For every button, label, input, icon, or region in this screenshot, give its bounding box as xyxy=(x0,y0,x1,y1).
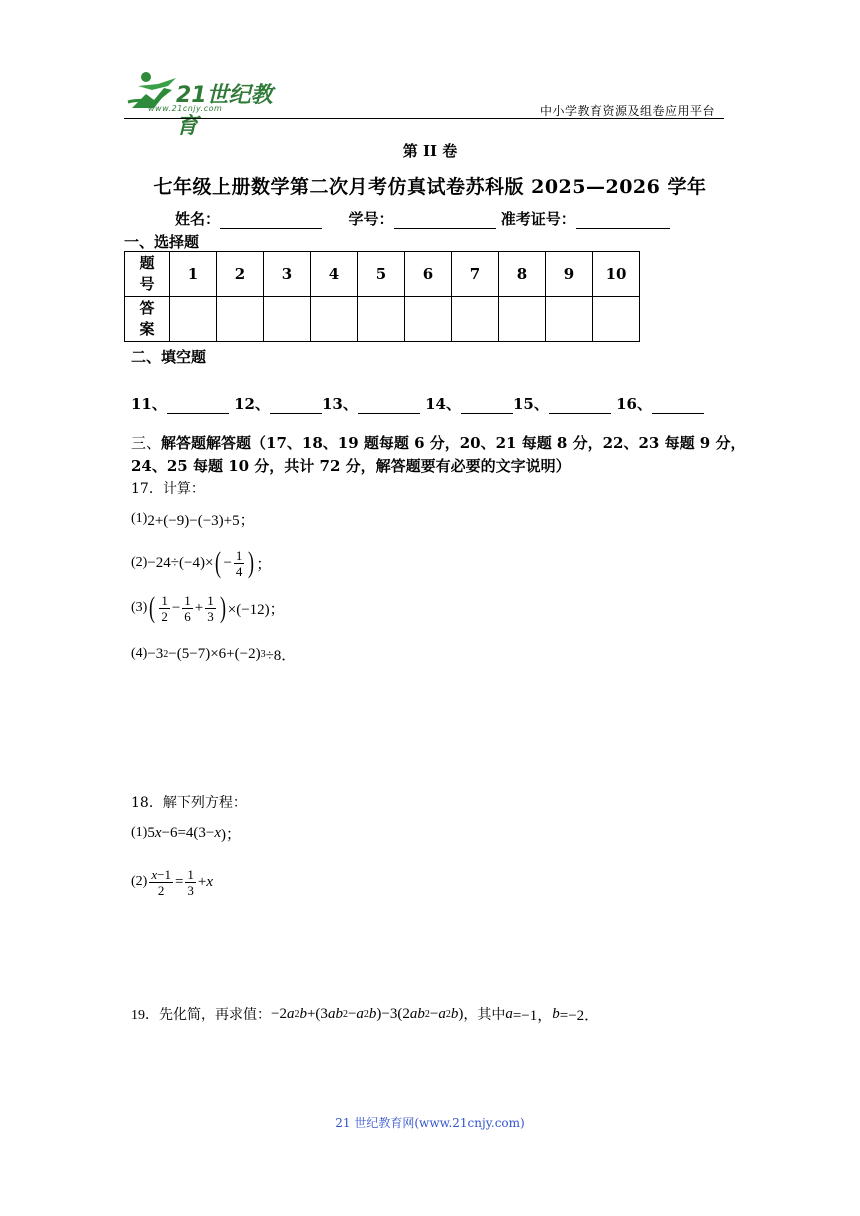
section3-header: 三、解答题解答题（17、18、19 题每题 6 分，20、21 每题 8 分，22、23 每题 9 分，24、25 每题 10 分，共计 72 分，解答题要有必要的文字说明） xyxy=(131,434,746,475)
answer-table xyxy=(124,251,640,342)
q-num-5: 5 xyxy=(358,252,405,297)
q17-4: (4) −3 2 −(5−7)×6+(−2) 3 ÷8． xyxy=(131,645,297,664)
fill-blank[interactable] xyxy=(270,397,322,414)
section2-title: 二、填空题 xyxy=(131,348,207,366)
id-blank[interactable] xyxy=(394,212,496,229)
answer-cell[interactable] xyxy=(593,297,640,342)
answer-cell[interactable] xyxy=(217,297,264,342)
q18-2: (2) $\frac{x-1}{2}$ = $\frac{1}{3}$ + x xyxy=(131,866,214,898)
q17-1: (1) 2+(−9)−(−3)+5； xyxy=(131,511,255,529)
footer: 21 世纪教育网(www.21cnjy.com) xyxy=(335,1116,525,1130)
table-row xyxy=(125,252,640,297)
header-divider xyxy=(124,118,724,119)
answer-cell[interactable] xyxy=(546,297,593,342)
q-num-10: 10 xyxy=(593,252,640,297)
fill-blank[interactable] xyxy=(652,397,704,414)
table-row xyxy=(125,297,640,342)
answer-cell[interactable] xyxy=(311,297,358,342)
volume-label: 第 II 卷 xyxy=(402,142,458,160)
platform-label: 中小学教育资源及组卷应用平台 xyxy=(540,104,716,118)
fill-item-13: 13、 xyxy=(321,395,358,413)
q18-1: (1) 5 x −6=4(3− x )； xyxy=(131,824,242,843)
q-num-2: 2 xyxy=(217,252,264,297)
fill-item-15: 15、 xyxy=(512,395,549,413)
id-label: 学号： xyxy=(348,210,394,228)
answer-cell[interactable] xyxy=(264,297,311,342)
q-num-9: 9 xyxy=(546,252,593,297)
page-title: 七年级上册数学第二次月考仿真试卷苏科版 2025—2026 学年 xyxy=(153,176,707,198)
q17-2: (2) −24÷(−4)× ( − $\frac{1}{4}$ ) ； xyxy=(131,546,272,579)
answer-cell[interactable] xyxy=(170,297,217,342)
logo-text: 21世纪教育 xyxy=(176,83,273,139)
answer-cell[interactable] xyxy=(452,297,499,342)
student-info xyxy=(175,208,670,229)
fill-blank[interactable] xyxy=(358,397,420,414)
name-blank[interactable] xyxy=(220,212,322,229)
q-num-8: 8 xyxy=(499,252,546,297)
fill-item-16: 16、 xyxy=(616,395,652,413)
row1-label: 题号 xyxy=(125,252,170,297)
fill-item-11: 11、 xyxy=(131,395,167,413)
answer-cell[interactable] xyxy=(499,297,546,342)
fill-blank[interactable] xyxy=(167,397,229,414)
fill-blanks xyxy=(131,393,704,414)
q18-title: 18．解下列方程： xyxy=(131,795,247,811)
fill-item-12: 12、 xyxy=(234,395,270,413)
answer-cell[interactable] xyxy=(358,297,405,342)
fill-blank[interactable] xyxy=(461,397,513,414)
q-num-6: 6 xyxy=(405,252,452,297)
section1-title: 一、选择题 xyxy=(124,233,200,251)
q17-3: (3) ( $\frac{1}{2}$ − $\frac{1}{6}$ + $\frac{1}{3}$ ) ×(−12)； xyxy=(131,591,285,624)
q17-title: 17．计算： xyxy=(131,481,205,497)
name-label: 姓名： xyxy=(175,210,221,228)
exam-label: 准考证号： xyxy=(500,210,576,228)
row2-label: 答案 xyxy=(125,297,170,342)
fill-item-14: 14、 xyxy=(425,395,461,413)
exam-blank[interactable] xyxy=(576,212,670,229)
q-num-1: 1 xyxy=(170,252,217,297)
logo xyxy=(124,68,294,139)
logo-url: www.21cnjy.com xyxy=(148,104,223,113)
q-num-7: 7 xyxy=(452,252,499,297)
q-num-4: 4 xyxy=(311,252,358,297)
fill-blank[interactable] xyxy=(549,397,611,414)
q19: 19．先化简，再求值： −2 a 2 b +(3 ab 2 − a 2 b )−3(2 ab 2 − a 2 b ) ，其中 a =−1， b =−2． xyxy=(131,1005,600,1024)
answer-cell[interactable] xyxy=(405,297,452,342)
q-num-3: 3 xyxy=(264,252,311,297)
